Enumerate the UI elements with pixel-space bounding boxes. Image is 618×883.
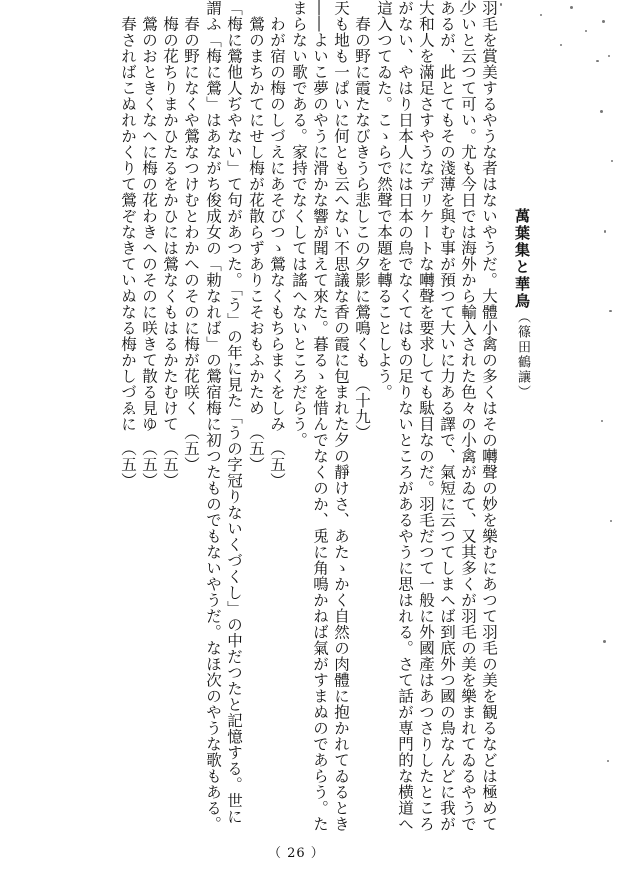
title-text: 萬葉集と華鳥 — [513, 208, 531, 310]
text-column: がない、やはり日本人には日本の鳥でなくてはもの足りないところがあるやうに思はれる。さて話が専門的な横道へ — [396, 0, 414, 832]
poem-line: 鶯のおときくなへに梅の花わきへのそのに咲きて散る見ゆ （五） — [140, 0, 158, 489]
poem-line: 春の野になくや鶯なつけむとわかへのそのに梅が花咲く （五） — [182, 0, 200, 473]
text-column: 少いと云つて可い。尤も今日では海外から輸入された色々の小禽がゐて、又其多くが羽毛の美を樂まれてゐるやうで — [459, 0, 477, 832]
text-column: まらない歌である。家持でなくしては謠へないところだらう。 — [290, 0, 308, 448]
poem-line: わが宿の梅のしづえにあそびつゝ鶯なくもちらまくをしみ （五） — [268, 0, 286, 489]
poem-line: 鶯のまちかてにせし梅が花散らずありこそおもふかため （五） — [247, 0, 265, 473]
scan-noise — [598, 0, 618, 883]
page-number: （ 26 ） — [268, 846, 325, 861]
text-column: あるが、此とてもその淺薄を與む事が預つて大いに力ある譯で、氣短に云つてしまへば到底外つ國の鳥なんどに我が — [438, 0, 456, 832]
article-title — [512, 208, 533, 400]
text-column: 這入つてゐた。こゝらで然聲で本題を轉ることしよう。 — [375, 0, 393, 400]
text-column: 大和人を滿足さすやうなデリケートな囀聲を要求しても駄目なのだ。羽毛だつて一般に外國產はあつさりしたところ — [417, 0, 435, 832]
text-column: ――よいこ夢のやうに滑かな響が聞えて來た。暮るゝを惜んでなくのか、兎に角鳴かねば氣がすまぬのであらう。た — [311, 0, 329, 832]
text-column: 謂ふ「梅に鶯」はあながち俊成女の「勅なれば」の鶯宿梅に初つたものでもないやうだ。なほ次のやうな歌もある。 — [204, 0, 222, 832]
poem-line: 梅の花ちりまかひたるをかひには鶯なくもはるかたむけて （五） — [161, 0, 179, 489]
text-column: 「梅に鶯他人ぢやない」て句があつた。「う」の年に見た「うの字冠りないくづくし」の中だつたと記憶する。世に — [225, 0, 243, 825]
author-name: （篠田鶴讓） — [515, 310, 530, 400]
poem-line: 春の野に霞たなびきうら悲しこの夕影に鶯鳴くも （十九） — [353, 0, 371, 441]
poem-line: 春さればこぬれかくりて鶯ぞなきていぬなる梅かしづゑに （五） — [119, 0, 137, 489]
text-column: 天も地も一ぱいに何とも云へない不思議な香の霞に包まれた夕の靜けさ、あたゝかく自然の肉體に抱かれてゐるとき — [332, 0, 350, 832]
text-column: 羽毛を賞美するやうな者はないやうだ。大體小禽の多くはその囀聲の妙を樂むにあつて羽毛の美を観るなどは極めて — [480, 0, 498, 832]
